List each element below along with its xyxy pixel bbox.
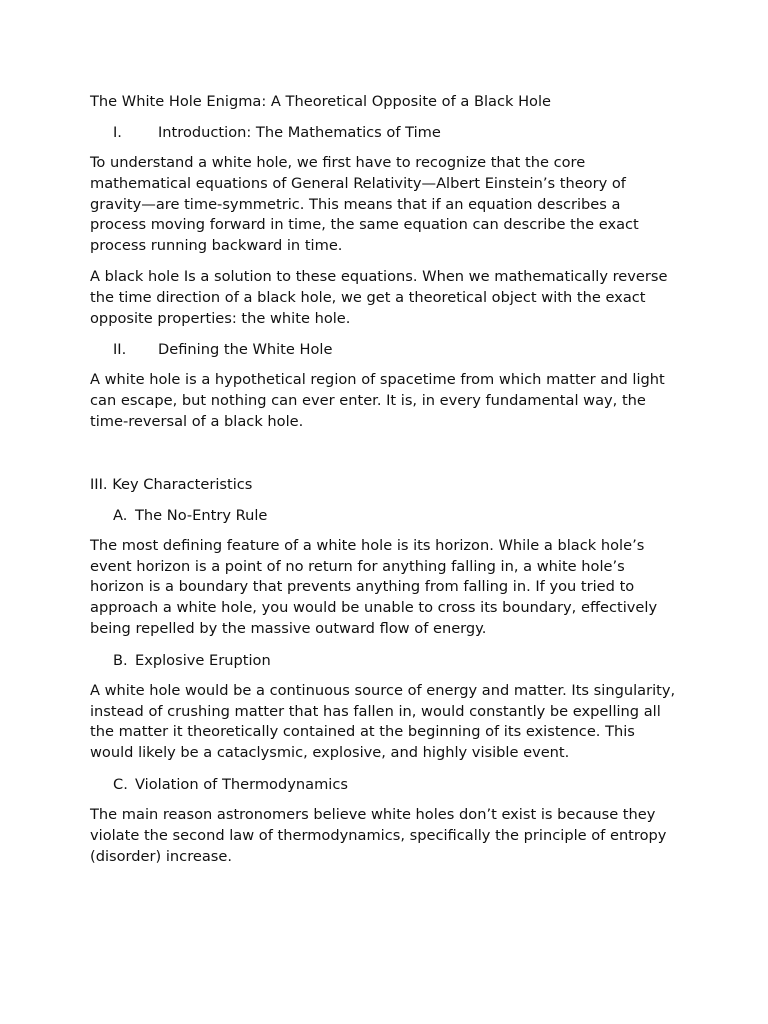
subsection-letter: C. [113,775,128,793]
section-heading-text: Defining the White Hole [158,341,333,359]
paragraph-no-entry: The most defining feature of a white hole is its horizon. While a black hole’s event horizon is a point of no return for anything falling in, a white hole’s horizon is a boundary that prevents anything from falling in. If you tried to approach a white hole, you would be unable to cross its boundary, effectively being repelled by the massive outward flow of energy. [90,536,658,637]
paragraph-black-hole-reversal: A black hole Is a solution to these equations. When we mathematically reverse the time direction of a black hole, we get a theoretical object with the exact opposite properties: the white hole. [90,267,668,327]
section-heading-key-characteristics: III. Key Characteristics [90,475,253,493]
subsection-heading-text: The No-Entry Rule [135,506,268,524]
subsection-heading-no-entry [90,505,680,526]
blank-line [90,443,680,474]
subsection-heading-explosive-eruption [90,650,680,671]
document-body [90,91,680,877]
subsection-heading-text: Explosive Eruption [135,651,271,669]
paragraph-time-symmetry: To understand a white hole, we first have to recognize that the core mathematical equations of General Relativity—Albert Einstein’s theory of gravity—are time-symmetric. This means that if an equation describes a process moving forward in time, the same equation can describe the exact process running backward in time. [90,154,639,255]
paragraph-explosive-eruption: A white hole would be a continuous source of energy and matter. Its singularity, instead of crushing matter that has fallen in, would constantly be expelling all the matter it theoretically contained at the beginning of its existence. This would likely be a cataclysmic, explosive, and highly visible event. [90,681,676,762]
section-number: II. [113,341,127,359]
subsection-heading-thermodynamics [90,774,680,795]
subsection-letter: B. [113,651,128,669]
paragraph-thermodynamics: The main reason astronomers believe white holes don’t exist is because they violate the second law of thermodynamics, specifically the principle of entropy (disorder) increase. [90,805,667,865]
section-heading-defining [90,339,680,360]
section-heading-introduction [90,122,680,143]
section-heading-text: Introduction: The Mathematics of Time [158,124,441,141]
subsection-letter: A. [113,506,128,524]
paragraph-white-hole-definition: A white hole is a hypothetical region of spacetime from which matter and light can escape, but nothing can ever enter. It is, in every fundamental way, the time-reversal of a black hole. [90,371,665,430]
section-number: I. [113,124,122,141]
document-title: The White Hole Enigma: A Theoretical Opposite of a Black Hole [90,93,552,110]
subsection-heading-text: Violation of Thermodynamics [135,775,348,793]
